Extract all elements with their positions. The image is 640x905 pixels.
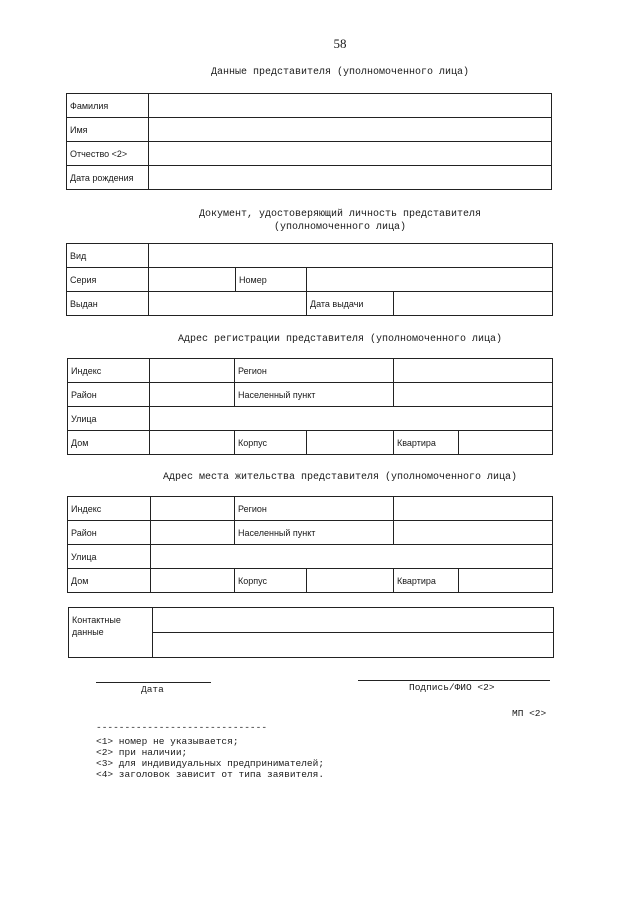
- footnote-separator: ------------------------------: [96, 722, 268, 733]
- res-building-field[interactable]: [307, 569, 394, 593]
- res-region-field[interactable]: [394, 497, 553, 521]
- rep-data-heading: Данные представителя (уполномоченного лица): [210, 67, 470, 78]
- reg-address-heading: Адрес регистрации представителя (уполномоченного лица): [177, 334, 503, 345]
- reg-street-field[interactable]: [150, 407, 553, 431]
- res-index-field[interactable]: [151, 497, 235, 521]
- reg-street-label: Улица: [68, 407, 150, 431]
- res-locality-label: Населенный пункт: [235, 521, 394, 545]
- id-doc-heading: Документ, удостоверяющий личность представителя (уполномоченного лица): [198, 209, 482, 233]
- issued-by-label: Выдан: [67, 292, 149, 316]
- patronymic-field[interactable]: [149, 142, 552, 166]
- res-street-label: Улица: [68, 545, 151, 569]
- reg-district-field[interactable]: [150, 383, 235, 407]
- surname-field[interactable]: [149, 94, 552, 118]
- number-field[interactable]: [307, 268, 553, 292]
- date-label: Дата: [141, 684, 164, 695]
- contacts-table: [68, 607, 554, 658]
- reg-locality-field[interactable]: [394, 383, 553, 407]
- patronymic-label: Отчество <2>: [67, 142, 149, 166]
- reg-index-field[interactable]: [150, 359, 235, 383]
- footnotes: [96, 722, 324, 780]
- doc-type-field[interactable]: [149, 244, 553, 268]
- res-locality-field[interactable]: [394, 521, 553, 545]
- res-address-table: [67, 496, 553, 593]
- name-field[interactable]: [149, 118, 552, 142]
- res-street-field[interactable]: [151, 545, 553, 569]
- res-house-field[interactable]: [151, 569, 235, 593]
- surname-label: Фамилия: [67, 94, 149, 118]
- reg-building-field[interactable]: [307, 431, 394, 455]
- footnote-item: <2> при наличии;: [96, 747, 188, 758]
- issue-date-label: Дата выдачи: [307, 292, 394, 316]
- res-address-heading: Адрес места жительства представителя (уполномоченного лица): [162, 472, 518, 483]
- contacts-field-1[interactable]: [153, 608, 554, 633]
- reg-locality-label: Населенный пункт: [235, 383, 394, 407]
- reg-region-field[interactable]: [394, 359, 553, 383]
- res-district-field[interactable]: [151, 521, 235, 545]
- footnote-item: <4> заголовок зависит от типа заявителя.: [96, 769, 325, 780]
- issued-by-field[interactable]: [149, 292, 307, 316]
- birth-date-field[interactable]: [149, 166, 552, 190]
- reg-address-table: [67, 358, 553, 455]
- series-field[interactable]: [149, 268, 236, 292]
- footnote-item: <1> номер не указывается;: [96, 736, 239, 747]
- reg-house-field[interactable]: [150, 431, 235, 455]
- series-label: Серия: [67, 268, 149, 292]
- birth-date-label: Дата рождения: [67, 166, 149, 190]
- res-building-label: Корпус: [235, 569, 307, 593]
- contacts-field-2[interactable]: [153, 633, 554, 658]
- res-region-label: Регион: [235, 497, 394, 521]
- issue-date-field[interactable]: [394, 292, 553, 316]
- number-label: Номер: [236, 268, 307, 292]
- footnote-item: <3> для индивидуальных предпринимателей;: [96, 758, 325, 769]
- reg-house-label: Дом: [68, 431, 150, 455]
- reg-region-label: Регион: [235, 359, 394, 383]
- reg-building-label: Корпус: [235, 431, 307, 455]
- res-house-label: Дом: [68, 569, 151, 593]
- id-doc-table: [66, 243, 553, 316]
- doc-type-label: Вид: [67, 244, 149, 268]
- reg-apartment-field[interactable]: [459, 431, 553, 455]
- res-district-label: Район: [68, 521, 151, 545]
- res-apartment-label: Квартира: [394, 569, 459, 593]
- page-number: 58: [333, 36, 347, 51]
- res-index-label: Индекс: [68, 497, 151, 521]
- res-apartment-field[interactable]: [459, 569, 553, 593]
- rep-data-table: [66, 93, 552, 190]
- reg-apartment-label: Квартира: [394, 431, 459, 455]
- stamp-label: МП <2>: [512, 708, 547, 719]
- name-label: Имя: [67, 118, 149, 142]
- signature-line: [358, 680, 550, 681]
- reg-index-label: Индекс: [68, 359, 150, 383]
- signature-label: Подпись/ФИО <2>: [409, 682, 495, 693]
- date-line: [96, 682, 211, 683]
- reg-district-label: Район: [68, 383, 150, 407]
- contacts-label: Контактные данные: [69, 608, 153, 658]
